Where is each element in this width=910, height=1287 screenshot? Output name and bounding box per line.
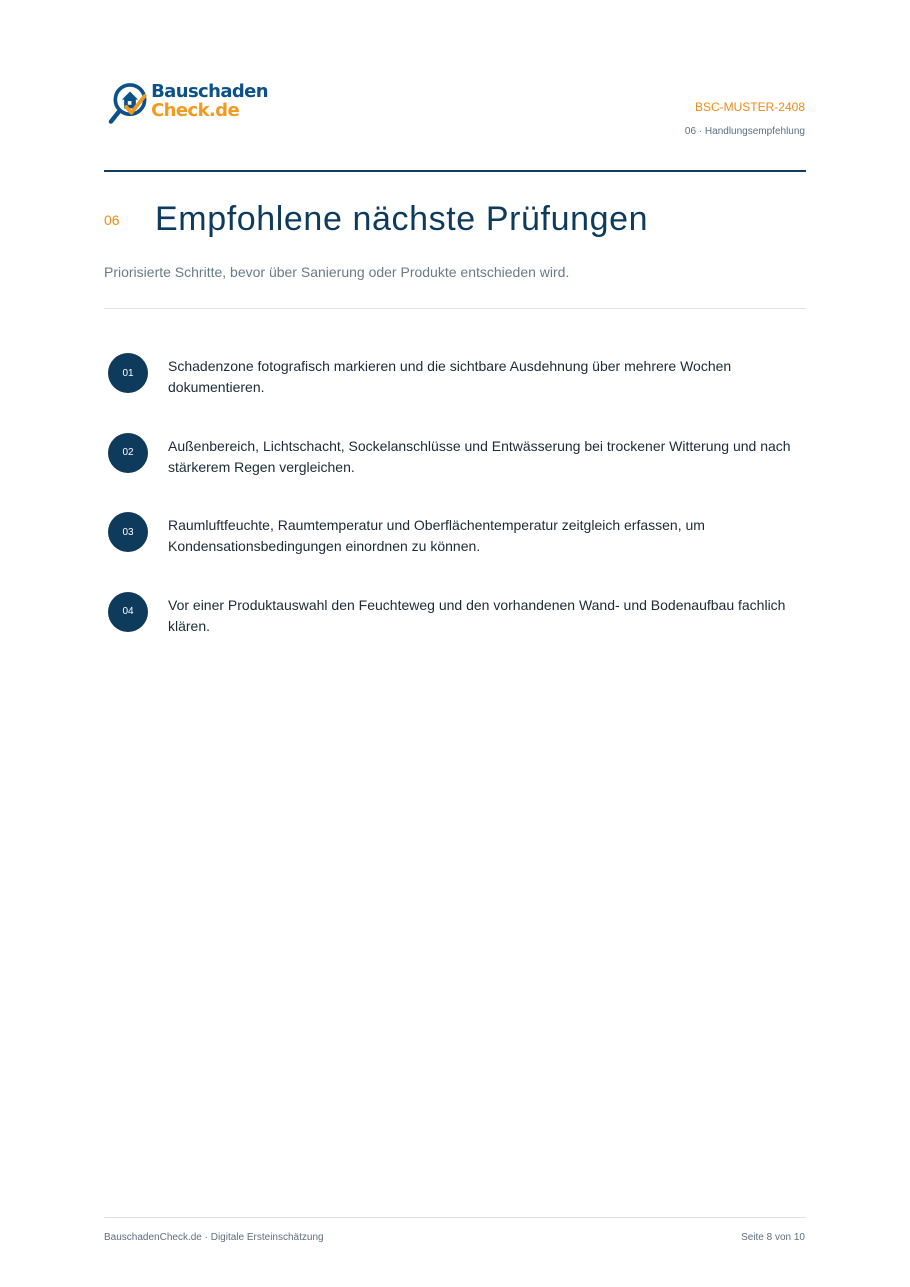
list-item <box>108 433 798 513</box>
footer-brand-text: BauschadenCheck.de · Digitale Ersteinschätzung <box>104 1232 324 1243</box>
logo-wordmark-line2: Check.de <box>151 100 240 121</box>
list-item <box>108 512 798 592</box>
section-subtitle: Priorisierte Schritte, bevor über Sanierung oder Produkte entschieden wird. <box>104 264 570 280</box>
step-text: Raumluftfeuchte, Raumtemperatur und Oberflächentemperatur zeitgleich erfassen, um Kondensationsbedingungen einordnen zu können. <box>168 517 705 554</box>
step-number-badge: 02 <box>108 433 148 473</box>
list-item <box>108 592 798 672</box>
step-list <box>108 353 798 671</box>
section-number: 06 <box>104 212 120 228</box>
brand-logo <box>108 73 268 135</box>
logo-wordmark-line1: Bauschaden <box>151 81 268 102</box>
document-section-label: 06 · Handlungsempfehlung <box>684 126 805 137</box>
document-code: BSC-MUSTER-2408 <box>694 100 805 114</box>
step-text: Außenbereich, Lichtschacht, Sockelanschlüsse und Entwässerung bei trockener Witterung und nach stärkerem Regen vergleichen. <box>168 437 791 475</box>
step-text: Schadenzone fotografisch markieren und die sichtbare Ausdehnung über mehrere Wochen dokumentieren. <box>168 358 732 395</box>
step-number-badge: 03 <box>108 512 148 552</box>
page-number: Seite 8 von 10 <box>741 1232 805 1243</box>
footer-divider <box>104 1217 806 1218</box>
page-title: Empfohlene nächste Prüfungen <box>155 200 649 238</box>
magnifier-house-check-icon <box>108 73 149 135</box>
section-divider <box>104 308 806 309</box>
step-number-badge: 01 <box>108 353 148 393</box>
header-divider <box>104 170 806 172</box>
step-text: Vor einer Produktauswahl den Feuchteweg und den vorhandenen Wand- und Bodenaufbau fachlich klären. <box>168 596 786 634</box>
list-item <box>108 353 798 433</box>
step-number-badge: 04 <box>108 592 148 632</box>
